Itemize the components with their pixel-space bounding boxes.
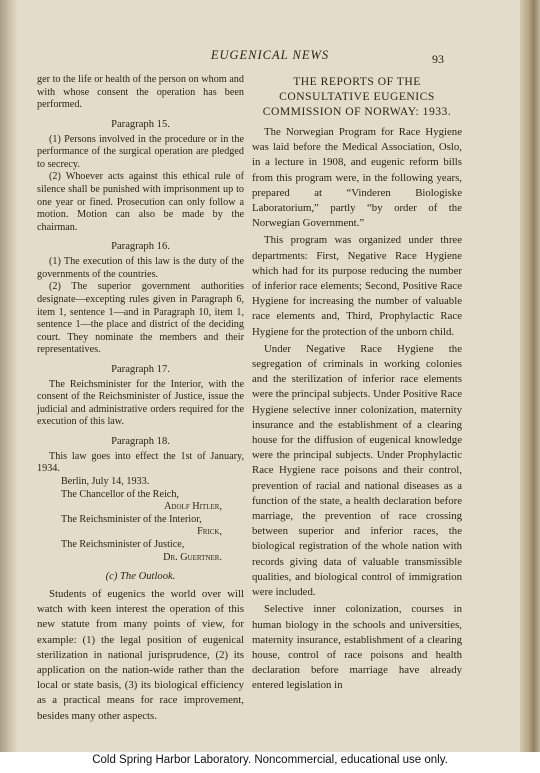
paragraph-15-heading: Paragraph 15. <box>111 118 170 130</box>
paragraph-17-heading: Paragraph 17. <box>111 363 170 375</box>
running-title: EUGENICAL NEWS <box>210 48 330 62</box>
page-number: 93 <box>432 52 444 66</box>
outlook-heading <box>37 570 244 584</box>
right-paragraph-1: The Norwegian Program for Race Hygiene was laid before the Medical Association, Oslo, in a lecture in 1908, and eugenic reform bills from this program were, in the following years, prepared at “Vinderen Biologiske Laboratorium,” partly “by order of the Norwegian Government.” <box>252 126 462 230</box>
paragraph-16-item-2: (2) The superior government authorities designate—excepting rules given in Paragraph 6, item 1, sentence 1—and in Paragraph 10, item 1, sentence 1—the place and district of the deciding court. They nominate the members and their representatives. <box>37 281 244 356</box>
paragraph-18-item-1: This law goes into effect the 1st of January, 1934. <box>37 450 244 475</box>
paragraph-16-heading: Paragraph 16. <box>111 241 170 253</box>
right-paragraph-3: Under Negative Race Hygiene the segregation of criminals in working colonies and the sterilization of inferior race elements were the principal subjects. Under Positive Race Hygiene selective inner colonization, maternity insurance and the establishment of a clearing house for the diffusion of eugenical knowledge were the principal subjects. Under Prophylactic Race Hygiene race poisons and their control, prevention of racial and national diseases as a function of the state, a health declaration before marriage, the prevention of race crossing between superior and inferior races, the biological registration of the whole nation with records giving data of valuable transmissible qualities, and biological control of immigration were included. <box>252 342 462 599</box>
signatory-3-name: Dr. Guertner. <box>163 551 222 563</box>
left-column <box>37 74 244 724</box>
opening-text: ger to the life or health of the person on whom and with whose consent the operation has been performed. <box>37 74 244 111</box>
paragraph-15-item-2: (2) Whoever acts against this ethical rule of silence shall be punished with imprisonment up to one year or fined. Prosecution can only follow a motion. Motion can also be made by the chairman. <box>37 171 244 233</box>
right-paragraph-4: Selective inner colonization, courses in human biology in the schools and universities, maternity insurance, establishment of a clearing house, control of race poisons and health declaration before marriage have already entered legislation in <box>252 603 462 692</box>
page-edge <box>520 0 540 752</box>
signatory-3-title: The Reichsminister of Justice, <box>61 539 185 550</box>
outlook-heading-text: (c) The Outlook. <box>105 571 176 583</box>
date-line: Berlin, July 14, 1933. <box>61 476 150 488</box>
paragraph-15-item-1: (1) Persons involved in the procedure or in the performance of the surgical operation are pledged to secrecy. <box>37 133 244 170</box>
right-column <box>252 74 462 696</box>
section-title: THE REPORTS OF THE CONSULTATIVE EUGENICS COMMISSION OF NORWAY: 1933. <box>262 75 452 118</box>
signatory-2-name: Frick, <box>197 526 222 538</box>
signatory-2-title: The Reichsminister of the Interior, <box>61 513 202 525</box>
outlook-body: Students of eugenics the world over will watch with keen interest the operation of this new statute from many points of view, for example: (1) the legal position of eugenical sterilization in national jurisprudence, (2) its application on the nation-wide rather than the local or state basis, (3) its biological efficiency as a practical means for race improvement, besides many other aspects. <box>37 587 244 722</box>
paragraph-18-heading: Paragraph 18. <box>111 436 170 448</box>
signatory-1-name: Adolf Hitler, <box>164 501 222 513</box>
paragraph-16-item-1: (1) The execution of this law is the duty of the governments of the countries. <box>37 256 244 280</box>
paragraph-17-item-1: The Reichsminister for the Interior, with the consent of the Reichsminister of Justice, issue the judicial and administrative orders required for the execution of this law. <box>37 378 244 428</box>
signatory-1-title: The Chancellor of the Reich, <box>61 488 179 500</box>
right-paragraph-2: This program was organized under three departments: First, Negative Race Hygiene which had for its purpose reducing the number of inferior race elements; Second, Positive Race Hygiene for increasing the number of valuable race elements and, Third, Prophylactic Race Hygiene for the protection of the unborn child. <box>252 234 462 338</box>
book-spine-shadow <box>0 0 18 752</box>
footer-credit: Cold Spring Harbor Laboratory. Noncommercial, educational use only. <box>92 754 448 766</box>
